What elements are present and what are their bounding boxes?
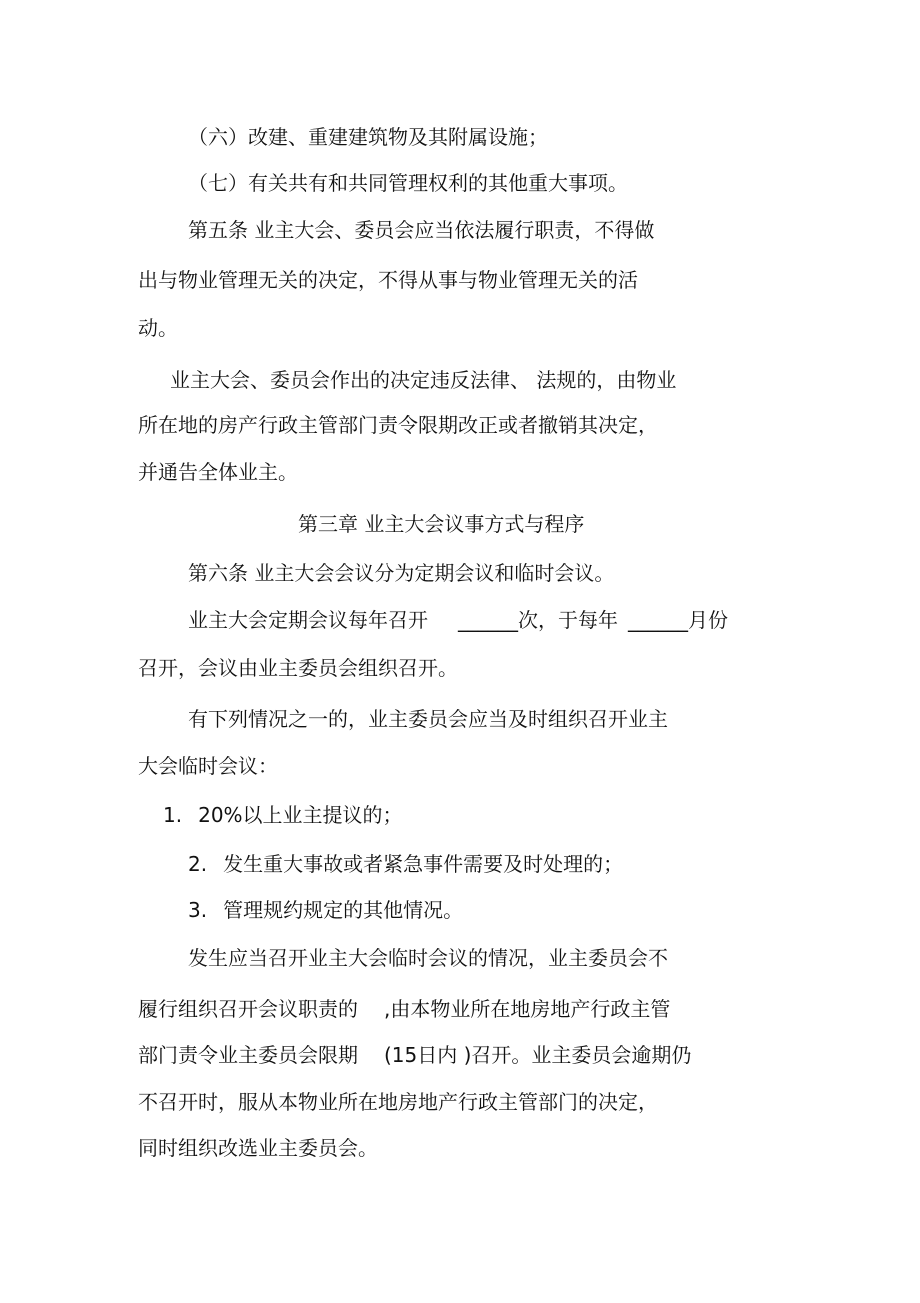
article5-para2-line2: 所在地的房产行政主管部门责令限期改正或者撤销其决定，	[138, 413, 658, 437]
periodic-line2: 召开，会议由业主委员会组织召开。	[138, 656, 458, 680]
condition-text: 20%以上业主提议的；	[198, 803, 403, 827]
final-para-line1: 发生应当召开业主大会临时会议的情况，业主委员会不	[188, 946, 668, 970]
condition-item	[188, 896, 463, 924]
final-para-line2-a: 履行组织召开会议职责的	[138, 997, 358, 1021]
condition-item	[163, 801, 403, 829]
final-para-line5: 同时组织改选业主委员会。	[138, 1136, 378, 1160]
condition-text: 管理规约规定的其他情况。	[223, 898, 464, 922]
item-seven: （七）有关共有和共同管理权利的其他重大事项。	[188, 171, 628, 195]
blank-month: ______	[628, 608, 688, 632]
periodic-line1	[188, 606, 728, 634]
final-para-line3	[138, 1041, 691, 1069]
article5-line1: 第五条 业主大会、委员会应当依法履行职责，不得做	[188, 218, 655, 242]
interim-intro-line2: 大会临时会议：	[138, 754, 278, 778]
article5-para2-line3: 并通告全体业主。	[138, 460, 298, 484]
interim-intro-line1: 有下列情况之一的，业主委员会应当及时组织召开业主	[188, 707, 668, 731]
condition-number: 1.	[163, 803, 183, 827]
final-para-line3-a: 部门责令业主委员会限期	[138, 1043, 358, 1067]
final-para-line4: 不召开时，服从本物业所在地房地产行政主管部门的决定，	[138, 1090, 658, 1114]
periodic-text-2: 次，于每年	[518, 608, 618, 632]
article5-para2-line1: 业主大会、委员会作出的决定违反法律、 法规的，由物业	[170, 368, 677, 392]
periodic-text-3: 月份	[688, 608, 728, 632]
condition-number: 3.	[188, 898, 208, 922]
chapter-title: 第三章 业主大会议事方式与程序	[298, 512, 585, 536]
final-para-line2	[138, 995, 670, 1023]
final-para-line2-b: ,由本物业所在地房地产行政主管	[384, 997, 671, 1021]
article5-line2: 出与物业管理无关的决定，不得从事与物业管理无关的活	[138, 268, 638, 292]
blank-times: ______	[458, 608, 518, 632]
condition-text: 发生重大事故或者紧急事件需要及时处理的；	[223, 852, 624, 876]
condition-item	[188, 850, 623, 878]
condition-number: 2.	[188, 852, 208, 876]
article6: 第六条 业主大会会议分为定期会议和临时会议。	[188, 561, 615, 585]
article5-line3: 动。	[138, 316, 178, 340]
final-para-line3-b: (15日内 )召开。业主委员会逾期仍	[384, 1043, 692, 1067]
periodic-text-1: 业主大会定期会议每年召开	[188, 608, 428, 632]
item-six: （六）改建、重建建筑物及其附属设施；	[188, 125, 548, 149]
